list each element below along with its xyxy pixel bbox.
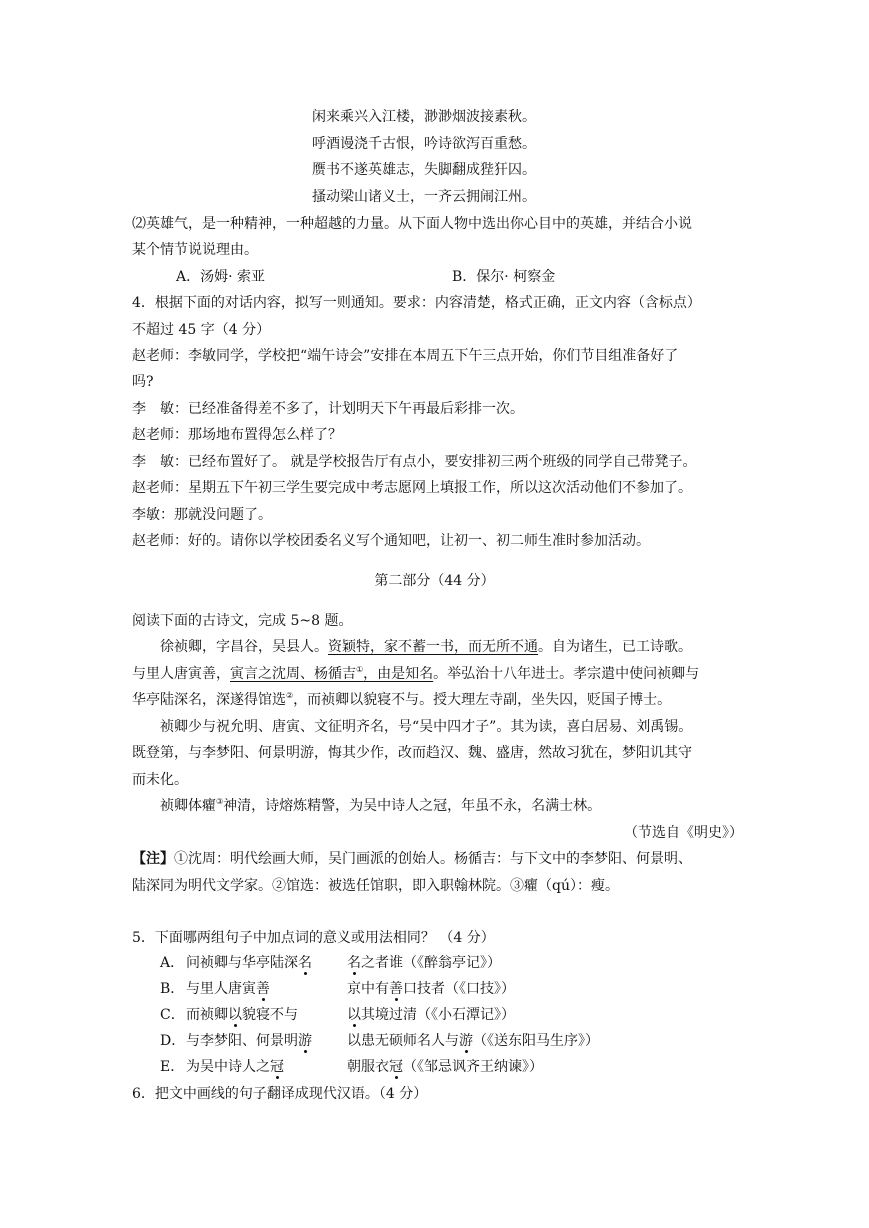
q5-option-right: 朝服衣冠（《邹忌讽齐王纳谏》） [347, 1059, 543, 1075]
passage-line: 与里人唐寅善，寅言之沈周、杨循吉①，由是知名。举弘治十八年进士。孝宗遣中使问祯卿与 [132, 665, 700, 682]
underlined-sentence: 资颖特，家不蓄一书，而无所不通 [328, 639, 538, 655]
section-title: 第二部分（44 分） [374, 573, 495, 589]
q3-2-stem-cont: 某个情节说说理由。 [132, 242, 258, 258]
poem-line: 赝书不遂英雄志，失脚翻成狴犴囚。 [312, 162, 536, 178]
footnote-marker: ③ [216, 797, 224, 806]
poem-line: 搔动梁山诸义士，一齐云拥闹江州。 [312, 189, 536, 205]
passage-line: 祯卿少与祝允明、唐寅、文征明齐名，号“吴中四才子”。其为读，喜白居易、刘禹锡。 [160, 719, 693, 735]
dialogue-line: 李 敏：已经布置好了。 就是学校报告厅有点小，要安排初三两个班级的同学自己带凳子。 [132, 454, 697, 470]
q4-stem-cont: 不超过 45 字（4 分） [132, 322, 271, 338]
q5-stem: 5．下面哪两组句子中加点词的意义或用法相同？ （4 分） [132, 930, 495, 946]
note-line: 【注】①沈周：明代绘画大师，吴门画派的创始人。杨循吉：与下文中的李梦阳、何景明、 [132, 851, 692, 867]
q5-option-right: 京中有善口技者（《口技》） [347, 981, 515, 997]
q4-stem: 4．根据下面的对话内容，拟写一则通知。要求：内容清楚，格式正确，正文内容（含标点） [132, 295, 701, 311]
footnote-marker: ② [286, 691, 294, 700]
dialogue-line: 李 敏：已经准备得差不多了，计划明天下午再最后彩排一次。 [132, 401, 524, 417]
q3-2-option-b: B．保尔· 柯察金 [452, 269, 556, 285]
q5-option-left: 为吴中诗人之冠 [186, 1059, 284, 1075]
note-line: 陆深同为明代文学家。②馆选：被选任馆职，即入职翰林院。③癯（qú）：瘦。 [132, 878, 619, 894]
q3-2-stem: ⑵英雄气，是一种精神，一种超越的力量。从下面人物中选出你心目中的英雄，并结合小说 [132, 216, 692, 232]
passage-line: 而未化。 [132, 772, 188, 788]
dialogue-line: 赵老师：好的。请你以学校团委名义写个通知吧，让初一、初二师生准时参加活动。 [132, 533, 650, 549]
dialogue-line: 赵老师：李敏同学，学校把“端午诗会”安排在本周五下午三点开始，你们节目组准备好了 [132, 348, 679, 364]
q5-option-right: 以患无硕师名人与游（《送东阳马生序》） [347, 1033, 599, 1049]
reading-intro: 阅读下面的古诗文，完成 5~8 题。 [132, 613, 353, 629]
q5-option-letter: B． [160, 981, 185, 997]
dialogue-line: 吗? [132, 374, 154, 390]
q5-option-right: 名之者谁（《醉翁亭记》） [347, 955, 501, 971]
q5-option-left: 与里人唐寅善 [186, 981, 270, 997]
passage-line: 华亭陆深名，深遂得馆选②，而祯卿以貌寝不与。授大理左寺副，坐失囚，贬国子博士。 [132, 691, 672, 708]
q5-option-letter: D． [160, 1033, 186, 1049]
q5-option-letter: C． [160, 1007, 185, 1023]
q6-stem: 6．把文中画线的句子翻译成现代汉语。（4 分） [132, 1086, 428, 1102]
q5-option-letter: A． [160, 955, 185, 971]
note-label: 【注】 [132, 851, 174, 867]
q5-option-right: 以其境过清（《小石潭记》） [347, 1007, 515, 1023]
q3-2-option-a: A．汤姆· 索亚 [176, 269, 266, 285]
q5-option-left: 与李梦阳、何景明游 [186, 1033, 312, 1049]
passage-line: 祯卿体癯③神清，诗熔炼精警，为吴中诗人之冠，年虽不永，名满士林。 [160, 797, 602, 814]
q5-option-left: 问祯卿与华亭陆深名 [186, 955, 312, 971]
passage-line: 既登第，与李梦阳、何景明游，悔其少作，改而趋汉、魏、盛唐，然故习犹在，梦阳讥其守 [132, 745, 692, 761]
passage-line: 徐祯卿，字昌谷，吴县人。资颖特，家不蓄一书，而无所不通。自为诸生，已工诗歌。 [160, 639, 692, 655]
poem-line: 呼酒谩浇千古恨，吟诗欲泻百重愁。 [312, 136, 536, 152]
footnote-marker: ① [356, 665, 364, 674]
dialogue-line: 赵老师：星期五下午初三学生要完成中考志愿网上填报工作，所以这次活动他们不参加了。 [132, 480, 692, 496]
poem-line: 闲来乘兴入江楼，渺渺烟波接素秋。 [312, 109, 536, 125]
underlined-sentence: 寅言之沈周、杨循吉①，由是知名 [230, 665, 434, 682]
q5-option-letter: E． [160, 1059, 185, 1075]
q5-option-left: 而祯卿以貌寝不与 [186, 1007, 298, 1023]
passage-source: （节选自《明史》） [624, 825, 743, 841]
dialogue-line: 赵老师：那场地布置得怎么样了？ [132, 427, 342, 443]
dialogue-line: 李敏：那就没问题了。 [132, 507, 272, 523]
